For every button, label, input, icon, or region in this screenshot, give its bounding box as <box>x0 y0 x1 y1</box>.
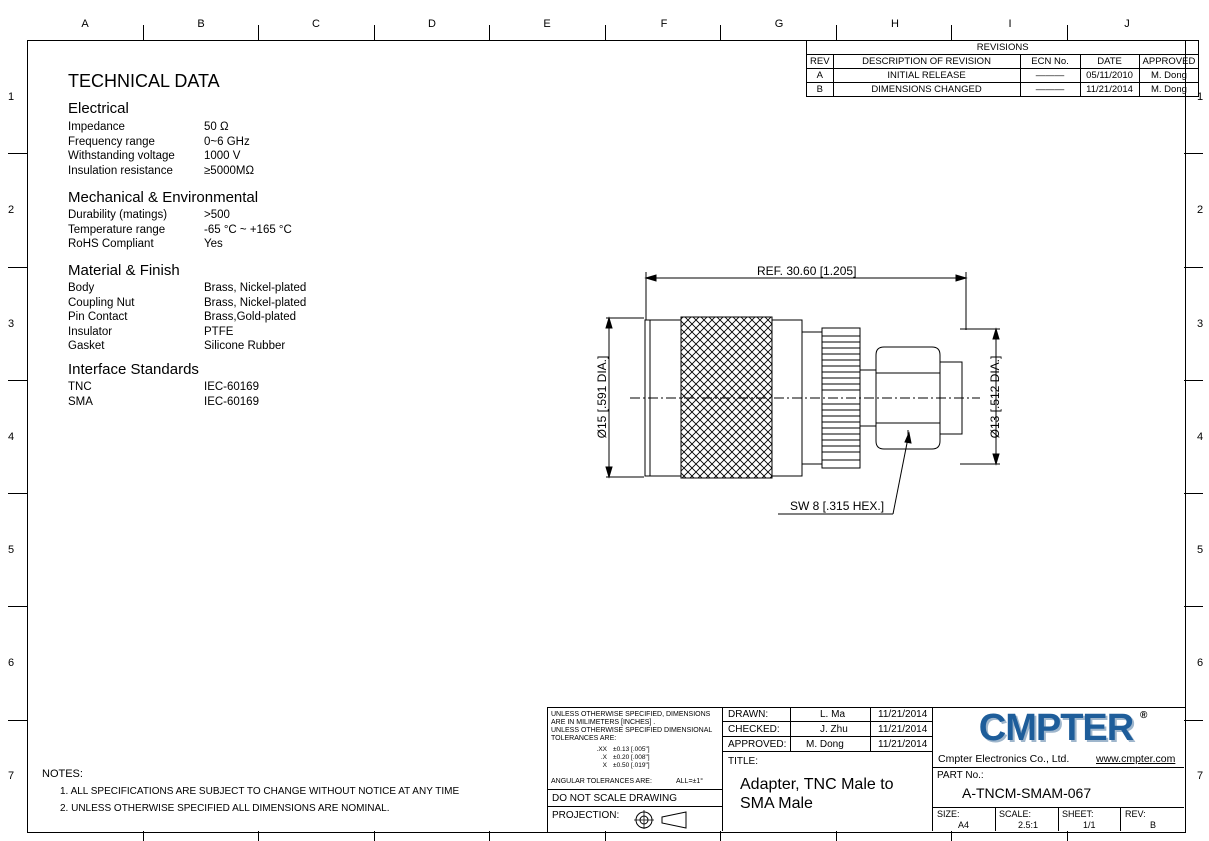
angular-tolerance-value: ALL=±1° <box>676 778 704 785</box>
spec-value: Brass, Nickel-plated <box>204 282 307 294</box>
section-heading: Material & Finish <box>68 262 180 279</box>
tolerance-line: ARE IN MILIMETERS [INCHES] . <box>551 719 656 726</box>
title-block-divider <box>870 707 871 751</box>
tolerance-key: X <box>602 762 607 769</box>
title-block-divider <box>722 751 932 752</box>
tech-data-title: TECHNICAL DATA <box>68 71 220 91</box>
approved-label: APPROVED: <box>728 739 787 750</box>
revisions-title: REVISIONS <box>807 41 1199 55</box>
spec-key: RoHS Compliant <box>68 238 154 250</box>
rev-header: APPROVED <box>1139 55 1199 69</box>
title-block-divider <box>932 767 1184 768</box>
rev-header: ECN No. <box>1020 55 1080 69</box>
zone-row-2-right: 2 <box>1197 204 1204 216</box>
title-block-divider <box>995 807 996 831</box>
spec-key: Impedance <box>68 121 125 133</box>
zone-row-5-right: 5 <box>1197 544 1204 556</box>
rev-header: DESCRIPTION OF REVISION <box>833 55 1020 69</box>
spec-value: IEC-60169 <box>204 395 259 408</box>
zone-col-g: G <box>774 18 784 30</box>
tolerance-value: ±0.50 [.019"] <box>613 762 650 769</box>
zone-row-7-right: 7 <box>1197 770 1204 782</box>
zone-col-b: B <box>197 18 205 30</box>
drawn-date: 11/21/2014 <box>878 709 928 720</box>
spec-value: Silicone Rubber <box>204 340 286 352</box>
rev-cell: A <box>807 69 834 83</box>
size-value: A4 <box>958 820 970 830</box>
rev-cell: 11/21/2014 <box>1080 83 1139 97</box>
note-1: 1. ALL SPECIFICATIONS ARE SUBJECT TO CHANGE WITHOUT NOTICE AT ANY TIME <box>60 786 460 797</box>
title-block-divider <box>790 707 791 751</box>
tolerance-line: UNLESS OTHERWISE SPECIFIED DIMENSIONAL <box>551 727 713 734</box>
spec-key: Temperature range <box>68 223 166 236</box>
zone-row-7-left: 7 <box>8 770 15 782</box>
sheet-value: 1/1 <box>1083 820 1096 830</box>
spec-value: >500 <box>204 209 230 221</box>
title-block-divider <box>722 707 723 831</box>
scale-label: SCALE: <box>999 809 1032 819</box>
scale-value: 2.5:1 <box>1018 820 1039 830</box>
spec-value: Brass, Nickel-plated <box>204 296 307 309</box>
spec-key: Coupling Nut <box>68 296 135 309</box>
spec-key: TNC <box>68 381 92 393</box>
drawing-title: Adapter, TNC Male to SMA Male <box>740 776 894 812</box>
rev-cell: DIMENSIONS CHANGED <box>833 83 1020 97</box>
company-website-link[interactable]: www.cmpter.com <box>1096 753 1176 765</box>
tolerance-row <box>585 754 650 762</box>
title-block-divider <box>547 806 722 807</box>
spec-value: 0~6 GHz <box>204 135 250 148</box>
drawn-label: DRAWN: <box>728 709 769 720</box>
approved-name: M. Dong <box>806 739 844 750</box>
zone-col-f: F <box>660 18 668 30</box>
spec-key: Gasket <box>68 340 105 352</box>
spec-key: Pin Contact <box>68 311 128 323</box>
tolerance-row <box>585 762 650 770</box>
title-label: TITLE: <box>728 756 759 767</box>
title-block-divider <box>547 789 722 790</box>
tolerance-line: UNLESS OTHERWISE SPECIFIED, DIMENSIONS <box>551 711 711 718</box>
notes-title: NOTES: <box>42 768 83 780</box>
projection-label: PROJECTION: <box>552 810 620 821</box>
tolerance-note <box>551 711 712 743</box>
zone-col-j: J <box>1124 18 1130 30</box>
zone-row-2-left: 2 <box>8 204 15 216</box>
rev-cell: 05/11/2010 <box>1080 69 1139 83</box>
part-number: A-TNCM-SMAM-067 <box>962 785 1092 801</box>
spec-value: Brass,Gold-plated <box>204 311 297 323</box>
spec-value: Yes <box>204 238 223 250</box>
spec-value: 50 Ω <box>204 121 229 133</box>
rev-cell: M. Dong <box>1139 83 1199 97</box>
zone-col-a: A <box>81 18 89 30</box>
sheet-label: SHEET: <box>1062 809 1094 819</box>
spec-value: ≥5000MΩ <box>204 164 255 177</box>
rev-value: B <box>1150 820 1157 830</box>
zone-col-i: I <box>1008 18 1012 30</box>
zone-row-4-right: 4 <box>1197 431 1204 443</box>
checked-name: J. Zhu <box>820 724 848 735</box>
title-block-divider <box>1120 807 1121 831</box>
projection-symbol-icon <box>632 809 692 829</box>
spec-value: PTFE <box>204 325 234 338</box>
zone-row-4-left: 4 <box>8 431 15 443</box>
title-block-divider <box>1058 807 1059 831</box>
rev-cell: ——— <box>1020 83 1080 97</box>
angular-tolerance: ANGULAR TOLERANCES ARE: <box>551 778 652 785</box>
spec-key: Durability (matings) <box>68 209 168 221</box>
zone-row-3-left: 3 <box>8 318 15 330</box>
zone-col-c: C <box>312 18 320 30</box>
part-no-label: PART No.: <box>937 770 984 781</box>
rev-header: DATE <box>1080 55 1139 69</box>
spec-value: -65 °C ~ +165 °C <box>204 223 292 236</box>
section-heading: Interface Standards <box>68 361 199 378</box>
company-name: Cmpter Electronics Co., Ltd. <box>938 753 1070 765</box>
registered-mark: ® <box>1140 710 1148 721</box>
zone-row-1-left: 1 <box>8 91 15 103</box>
tolerance-key: .XX <box>596 746 607 753</box>
length-dimension-label: REF. 30.60 [1.205] <box>757 264 857 278</box>
spec-key: Insulation resistance <box>68 164 173 177</box>
do-not-scale: DO NOT SCALE DRAWING <box>552 793 678 804</box>
rev-cell: B <box>807 83 834 97</box>
spec-key: Insulator <box>68 325 113 338</box>
spec-key: SMA <box>68 395 93 408</box>
size-label: SIZE: <box>937 809 960 819</box>
checked-label: CHECKED: <box>728 724 780 735</box>
left-diameter-label: Ø15 [.591 DIA.] <box>595 355 609 439</box>
rev-label: REV: <box>1125 809 1146 819</box>
rev-header: REV <box>807 55 834 69</box>
spec-value: 1000 V <box>204 150 241 162</box>
company-logo: CMPTER <box>978 707 1134 749</box>
spec-key: Frequency range <box>68 135 155 148</box>
zone-row-3-right: 3 <box>1197 318 1204 330</box>
title-block-divider <box>722 736 932 737</box>
tolerance-values <box>585 746 650 770</box>
section-heading: Electrical <box>68 100 129 117</box>
hex-size-label: SW 8 [.315 HEX.] <box>790 499 885 513</box>
zone-col-d: D <box>428 18 436 30</box>
zone-col-e: E <box>543 18 551 30</box>
tolerance-key: .X <box>600 754 607 761</box>
rev-cell: ——— <box>1020 69 1080 83</box>
right-diameter-label: Ø13 [.512 DIA.] <box>988 355 1002 439</box>
tolerance-line: TOLERANCES ARE: <box>551 735 617 742</box>
spec-value: IEC-60169 <box>204 381 259 393</box>
tolerance-row <box>585 746 650 754</box>
zone-col-h: H <box>891 18 899 30</box>
section-heading: Mechanical & Environmental <box>68 189 259 206</box>
drawn-name: L. Ma <box>820 709 846 720</box>
zone-row-6-left: 6 <box>8 657 15 669</box>
tolerance-value: ±0.20 [.008"] <box>613 754 650 761</box>
zone-row-1-right: 1 <box>1197 91 1204 103</box>
spec-key: Body <box>68 282 95 294</box>
title-block-divider <box>932 707 933 831</box>
zone-row-6-right: 6 <box>1197 657 1204 669</box>
tolerance-value: ±0.13 [.005"] <box>613 746 650 753</box>
rev-cell: M. Dong <box>1139 69 1199 83</box>
zone-row-5-left: 5 <box>8 544 15 556</box>
note-2: 2. UNLESS OTHERWISE SPECIFIED ALL DIMENSIONS ARE NOMINAL. <box>60 803 390 814</box>
title-block-divider <box>722 721 932 722</box>
checked-date: 11/21/2014 <box>878 724 928 735</box>
spec-key: Withstanding voltage <box>68 150 175 162</box>
rev-cell: INITIAL RELEASE <box>833 69 1020 83</box>
approved-date: 11/21/2014 <box>878 739 928 750</box>
